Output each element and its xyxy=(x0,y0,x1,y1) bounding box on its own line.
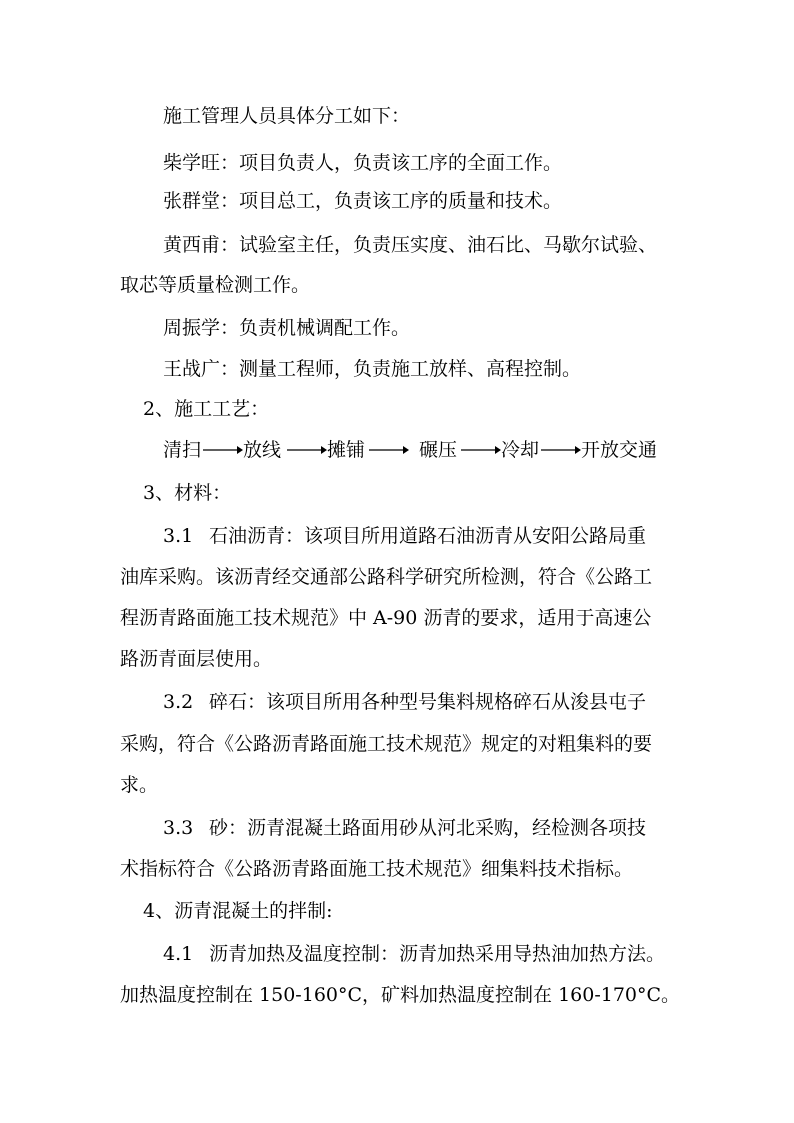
staff-line-2: 张群堂：项目总工，负责该工序的质量和技术。 xyxy=(163,190,563,212)
para-3-2-line-1 xyxy=(163,690,646,714)
staff-line-3: 黄西甫：试验室主任，负责压实度、油石比、马歇尔试验、 xyxy=(163,234,658,256)
flow-step-3: 摊铺 xyxy=(327,439,366,461)
arrow-right-icon xyxy=(541,438,581,462)
para-3-2-line-3: 求。 xyxy=(120,774,159,796)
staff-line-5: 周振学：负责机械调配工作。 xyxy=(163,317,411,339)
arrow-right-icon xyxy=(461,438,501,462)
para-4-1-line-2: 加热温度控制在 150-160°C，矿料加热温度控制在 160-170°C。 xyxy=(120,984,681,1006)
para-3-3-text: 砂：沥青混凝土路面用砂从河北采购，经检测各项技 xyxy=(209,817,647,839)
arrow-right-icon xyxy=(287,438,327,462)
flow-step-5: 冷却 xyxy=(501,439,540,461)
para-3-1-text: 石油沥青：该项目所用道路石油沥青从安阳公路局重 xyxy=(209,525,647,547)
arrow-right-icon xyxy=(203,438,243,462)
staff-line-6: 王战广：测量工程师，负责施工放样、高程控制。 xyxy=(163,358,582,380)
flow-step-4: 碾压 xyxy=(419,439,458,461)
para-3-1-line-3: 程沥青路面施工技术规范》中 A-90 沥青的要求，适用于高速公 xyxy=(120,607,652,629)
para-3-1-line-2: 油库采购。该沥青经交通部公路科学研究所检测，符合《公路工 xyxy=(120,566,653,588)
para-3-3-line-2: 术指标符合《公路沥青路面施工技术规范》细集料技术指标。 xyxy=(120,858,634,880)
para-3-3-number: 3.3 xyxy=(163,817,194,839)
section-3-heading: 3、材料： xyxy=(143,482,232,504)
flow-step-1: 清扫 xyxy=(163,439,202,461)
section-4-heading: 4、沥青混凝土的拌制: xyxy=(143,900,333,922)
flow-step-2: 放线 xyxy=(243,439,282,461)
staff-line-4: 取芯等质量检测工作。 xyxy=(120,274,311,296)
intro-line: 施工管理人员具体分工如下： xyxy=(163,105,411,127)
para-3-2-line-2: 采购，符合《公路沥青路面施工技术规范》规定的对粗集料的要 xyxy=(120,733,653,755)
staff-line-1: 柴学旺：项目负责人，负责该工序的全面工作。 xyxy=(163,152,563,174)
para-3-2-number: 3.2 xyxy=(163,691,194,713)
para-3-1-number: 3.1 xyxy=(163,525,194,547)
para-3-2-text: 碎石：该项目所用各种型号集料规格碎石从浚县屯子 xyxy=(209,691,647,713)
flow-step-6: 开放交通 xyxy=(581,439,658,461)
para-3-3-line-1 xyxy=(163,816,646,840)
section-2-heading: 2、施工工艺： xyxy=(143,398,270,420)
para-3-1-line-1 xyxy=(163,524,646,548)
para-4-1-line-1 xyxy=(163,942,665,966)
arrow-right-icon xyxy=(369,438,409,462)
para-4-1-text: 沥青加热及温度控制：沥青加热采用导热油加热方法。 xyxy=(209,943,666,965)
para-4-1-number: 4.1 xyxy=(163,943,194,965)
para-3-1-line-4: 路沥青面层使用。 xyxy=(120,648,273,670)
